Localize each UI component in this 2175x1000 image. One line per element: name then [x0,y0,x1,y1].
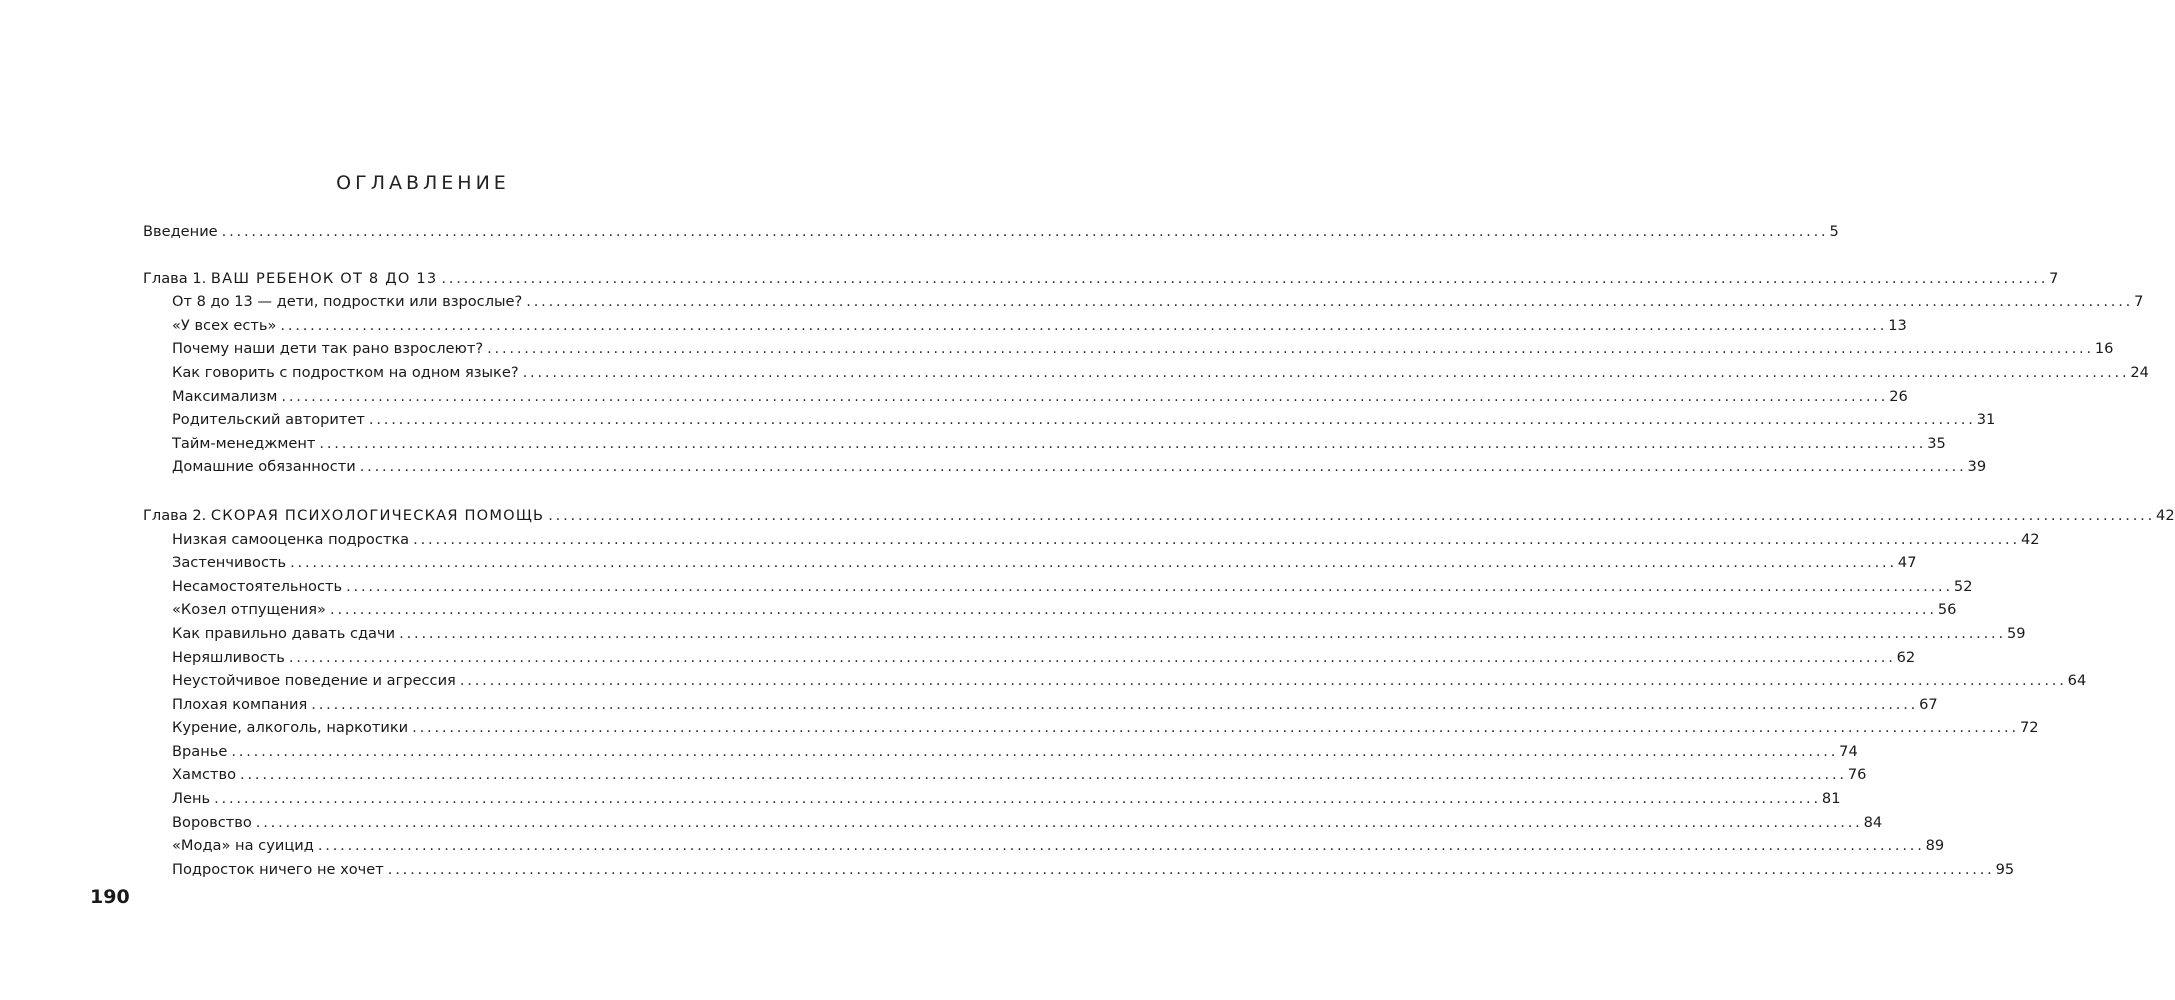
dot-leader: ........................................................................................................................................................................................................................ [359,458,1967,476]
page-number: 190 [90,886,130,908]
toc-entry-page: 16 [2094,340,2114,358]
dot-leader: ........................................................................................................................................................................................................................ [290,554,1897,572]
dot-leader: ........................................................................................................................................................................................................................ [441,269,2049,287]
dot-leader: ........................................................................................................................................................................................................................ [280,316,1888,334]
toc-entry-label: Максимализм [172,387,278,405]
toc-entry-label: Родительский авторитет [172,411,365,429]
dot-leader: ........................................................................................................................................................................................................................ [548,506,2156,524]
dot-leader: ........................................................................................................................................................................................................................ [221,223,1829,240]
toc-entry-intro[interactable] [143,220,1839,244]
toc-entry-page: 47 [1897,554,1917,572]
toc-entry[interactable] [143,811,1883,835]
toc-entry[interactable] [143,528,2040,552]
toc-title: ОГЛАВЛЕНИЕ [336,172,510,194]
chapter-prefix: Глава 2. [143,506,207,524]
toc-entry-page: 81 [1821,790,1841,808]
dot-leader: ........................................................................................................................................................................................................................ [319,434,1927,452]
dot-leader: ........................................................................................................................................................................................................................ [387,860,1995,878]
toc-entry[interactable] [143,763,1867,787]
toc-entry[interactable] [143,787,1841,811]
toc-entry-page: 59 [2006,624,2026,642]
dot-leader: ........................................................................................................................................................................................................................ [255,813,1863,831]
toc-entry-label: Курение, алкоголь, наркотики [172,719,409,737]
dot-leader: ........................................................................................................................................................................................................................ [412,719,2019,737]
toc-entry-page: 7 [2134,293,2144,311]
toc-entry-page: 64 [2067,672,2087,690]
toc-entry-label: От 8 до 13 — дети, подростки или взрослые? [172,293,523,311]
chapter-2-items [143,528,2087,882]
dot-leader: ........................................................................................................................................................................................................................ [330,601,1937,619]
toc-entry[interactable] [143,740,1858,764]
toc-entry-page: 26 [1889,387,1908,405]
toc-entry[interactable] [143,858,2015,882]
toc-entry-page: 67 [1919,695,1938,713]
toc-entry-page: 5 [1829,223,1839,240]
toc-entry-page: 39 [1967,458,1987,476]
dot-leader: ........................................................................................................................................................................................................................ [240,766,1847,784]
toc-entry-label: «Козел отпущения» [172,601,326,619]
toc-entry[interactable] [143,598,1957,622]
toc-entry-label: Хамство [172,766,237,784]
chapter-1-items [143,290,2149,479]
toc-entry[interactable] [143,314,1907,338]
toc-entry-label: Домашние обязанности [172,458,356,476]
toc-entry-page: 24 [2130,363,2149,381]
toc-entry-label: Почему наши дети так рано взрослеют? [172,340,484,358]
dot-leader: ........................................................................................................................................................................................................................ [311,695,1919,713]
toc-entry-page: 7 [2049,269,2059,287]
toc-entry-label: «Мода» на суицид [172,837,314,855]
toc-entry[interactable] [143,834,1945,858]
toc-entry[interactable] [143,716,2039,740]
toc-entry[interactable] [143,575,1973,599]
toc-entry[interactable] [143,432,1946,456]
toc-entry-label: Плохая компания [172,695,308,713]
toc-entry-page: 89 [1925,837,1945,855]
toc-entry[interactable] [143,290,2144,314]
dot-leader: ........................................................................................................................................................................................................................ [526,293,2134,311]
toc-entry-page: 84 [1863,813,1883,831]
dot-leader: ........................................................................................................................................................................................................................ [522,363,2130,381]
toc-entry-label: Неустойчивое поведение и агрессия [172,672,456,690]
toc-entry-label: Введение [143,223,218,240]
table-of-contents [143,220,2175,881]
dot-leader: ........................................................................................................................................................................................................................ [459,672,2067,690]
toc-entry-page: 42 [2156,506,2175,524]
chapter-title: ВАШ РЕБЕНОК ОТ 8 ДО 13 [210,269,438,287]
toc-entry-label: Воровство [172,813,252,831]
toc-entry[interactable] [143,551,1917,575]
dot-leader: ........................................................................................................................................................................................................................ [231,742,1839,760]
toc-entry[interactable] [143,385,1908,409]
toc-entry-label: Неряшливость [172,648,285,666]
toc-entry-page: 42 [2020,530,2040,548]
toc-entry-label: Подросток ничего не хочет [172,860,384,878]
dot-leader: ........................................................................................................................................................................................................................ [288,648,1896,666]
dot-leader: ........................................................................................................................................................................................................................ [281,387,1889,405]
dot-leader: ........................................................................................................................................................................................................................ [487,340,2094,358]
dot-leader: ........................................................................................................................................................................................................................ [214,790,1821,808]
toc-entry[interactable] [143,669,2087,693]
toc-entry-label: Застенчивость [172,554,287,572]
toc-entry[interactable] [143,693,1938,717]
toc-entry[interactable] [143,361,2149,385]
toc-entry-page: 62 [1896,648,1916,666]
toc-entry-label: Как правильно давать сдачи [172,624,396,642]
chapter-title: СКОРАЯ ПСИХОЛОГИЧЕСКАЯ ПОМОЩЬ [210,506,545,524]
toc-entry[interactable] [143,646,1916,670]
toc-entry-page: 31 [1976,411,1996,429]
dot-leader: ........................................................................................................................................................................................................................ [317,837,1925,855]
toc-entry[interactable] [143,622,2026,646]
toc-entry-label: Лень [172,790,211,808]
dot-leader: ........................................................................................................................................................................................................................ [413,530,2020,548]
toc-entry-page: 74 [1839,742,1858,760]
toc-entry-page: 76 [1847,766,1867,784]
toc-chapter-label [143,504,544,528]
toc-entry-label: Низкая самооценка подростка [172,530,410,548]
toc-chapter-2-heading[interactable] [143,504,2175,528]
toc-entry-label: Как говорить с подростком на одном языке? [172,363,519,381]
toc-entry-page: 52 [1953,577,1973,595]
toc-entry-page: 13 [1888,316,1907,334]
toc-entry-label: «У всех есть» [172,316,277,334]
toc-chapter-label [143,267,437,291]
toc-entry[interactable] [143,408,1996,432]
toc-entry[interactable] [143,455,1987,479]
toc-entry-page: 72 [2019,719,2039,737]
dot-leader: ........................................................................................................................................................................................................................ [399,624,2006,642]
toc-entry-label: Несамостоятельность [172,577,343,595]
toc-chapter-1-heading[interactable] [143,267,2059,291]
dot-leader: ........................................................................................................................................................................................................................ [368,411,1976,429]
toc-entry-label: Тайм-менеджмент [172,434,316,452]
toc-entry-page: 95 [1995,860,2015,878]
toc-entry-page: 35 [1927,434,1946,452]
chapter-prefix: Глава 1. [143,269,207,287]
toc-entry[interactable] [143,337,2114,361]
dot-leader: ........................................................................................................................................................................................................................ [346,577,1953,595]
toc-entry-label: Вранье [172,742,228,760]
toc-entry-page: 56 [1937,601,1957,619]
